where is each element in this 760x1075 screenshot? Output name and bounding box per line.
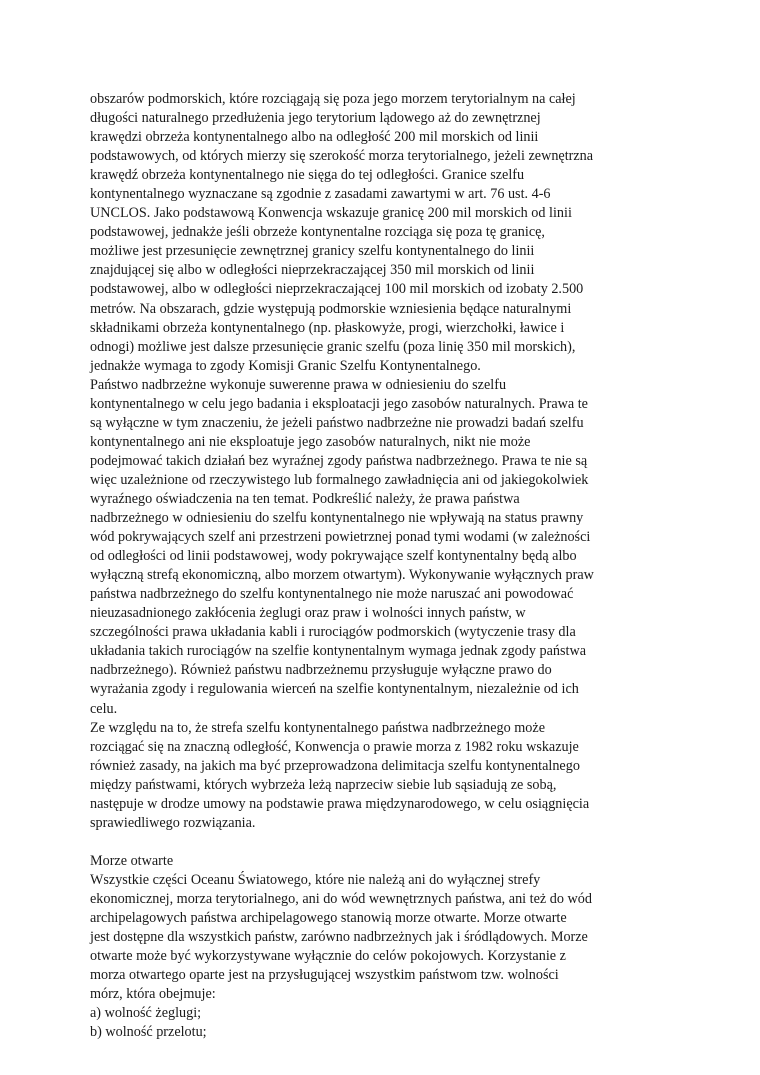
text-line: Państwo nadbrzeżne wykonuje suwerenne prawa w odniesieniu do szelfu: [90, 376, 507, 393]
text-line: od odległości od linii podstawowej, wody pokrywające szelf kontynentalny będą albo: [90, 548, 577, 565]
text-line: odnogi) możliwe jest dalsze przesunięcie granic szelfu (poza linię 350 mil morskich),: [90, 338, 576, 355]
text-line: kontynentalnego ani nie eksploatuje jego zasobów naturalnych, nikt nie może: [90, 433, 531, 450]
text-line: nieuzasadnionego zakłócenia żeglugi oraz praw i wolności innych państw, w: [90, 605, 526, 622]
document-page: [90, 90, 650, 1042]
text-line: metrów. Na obszarach, gdzie występują podmorskie wzniesienia będące naturalnymi: [90, 300, 572, 317]
text-line: celu.: [90, 700, 118, 717]
paragraph-delimitation: [90, 719, 650, 833]
text-line: nadbrzeżnego w odniesieniu do szelfu kontynentalnego nie wpływają na status prawny: [90, 510, 584, 527]
text-line: otwarte może być wykorzystywane wyłącznie do celów pokojowych. Korzystanie z: [90, 948, 566, 965]
text-line: jednakże wymaga to zgody Komisji Granic Szelfu Kontynentalnego.: [90, 357, 481, 374]
text-line: obszarów podmorskich, które rozciągają się poza jego morzem terytorialnym na całej: [90, 91, 576, 107]
text-line: są wyłączne w tym znaczeniu, że jeżeli państwo nadbrzeżne nie prowadzi badań szelfu: [90, 414, 584, 431]
section-heading: Morze otwarte: [90, 852, 174, 869]
text-line: następuje w drodze umowy na podstawie prawa międzynarodowego, w celu osiągnięcia: [90, 795, 590, 812]
text-line: archipelagowych państwa archipelagowego stanowią morze otwarte. Morze otwarte: [90, 910, 567, 927]
text-line: nadbrzeżnego). Również państwu nadbrzeżnemu przysługuje wyłączne prawo do: [90, 662, 552, 679]
text-line: podstawowych, od których mierzy się szerokość morza terytorialnego, jeżeli zewnętrzna: [90, 148, 594, 165]
text-line: państwa nadbrzeżnego do szelfu kontynentalnego nie może naruszać ani powodować: [90, 586, 574, 603]
text-line: długości naturalnego przedłużenia jego terytorium lądowego aż do zewnętrznej: [90, 110, 541, 127]
text-line: podejmować takich działań bez wyraźnej zgody państwa nadbrzeżnego. Prawa te nie są: [90, 452, 588, 469]
paragraph-continental-shelf-limits: [90, 90, 650, 376]
text-line: rozciągać się na znaczną odległość, Konwencja o prawie morza z 1982 roku wskazuje: [90, 738, 579, 755]
blank-line: [90, 833, 650, 852]
text-line: składnikami obrzeża kontynentalnego (np. płaskowyże, progi, wierzchołki, ławice i: [90, 319, 565, 336]
paragraph-high-seas: [90, 871, 650, 1004]
text-line: możliwe jest przesunięcie zewnętrznej granicy szelfu kontynentalnego do linii: [90, 243, 535, 260]
text-line: więc uzależnione od rzeczywistego lub formalnego zawładnięcia ani od jakiegokolwiek: [90, 471, 589, 488]
freedoms-list: [90, 1004, 650, 1042]
text-line: Ze względu na to, że strefa szelfu kontynentalnego państwa nadbrzeżnego może: [90, 719, 545, 736]
text-line: wyłączną strefą ekonomiczną, albo morzem otwartym). Wykonywanie wyłącznych praw: [90, 567, 594, 584]
text-line: Wszystkie części Oceanu Światowego, które nie należą ani do wyłącznej strefy: [90, 871, 541, 888]
paragraph-coastal-state-rights: [90, 376, 650, 719]
text-line: wyrażania zgody i regulowania wierceń na szelfie kontynentalnym, niezależnie od ich: [90, 681, 579, 698]
text-line: między państwami, których wybrzeża leżą naprzeciw siebie lub sąsiadują ze sobą,: [90, 776, 557, 793]
list-item: b) wolność przelotu;: [90, 1024, 207, 1041]
text-line: wód pokrywających szelf ani przestrzeni powietrznej ponad tymi wodami (w zależności: [90, 529, 591, 546]
text-line: ekonomicznej, morza terytorialnego, ani do wód wewnętrznych państwa, ani też do wód: [90, 890, 592, 907]
text-line: znajdującej się albo w odległości nieprzekraczającej 350 mil morskich od linii: [90, 262, 535, 279]
text-line: wyraźnego oświadczenia na ten temat. Podkreślić należy, że prawa państwa: [90, 490, 520, 507]
text-line: podstawowej, jednakże jeśli obrzeże kontynentalne rozciąga się poza tę granicę,: [90, 224, 545, 241]
text-line: mórz, która obejmuje:: [90, 986, 216, 1003]
text-line: układania takich rurociągów na szelfie kontynentalnym wymaga jednak zgody państwa: [90, 643, 587, 660]
text-line: również zasady, na jakich ma być przeprowadzona delimitacja szelfu kontynentalnego: [90, 757, 580, 774]
list-item: a) wolność żeglugi;: [90, 1005, 202, 1022]
text-line: podstawowej, albo w odległości nieprzekraczającej 100 mil morskich od izobaty 2.500: [90, 281, 584, 298]
text-line: szczególności prawa układania kabli i rurociągów podmorskich (wytyczenie trasy dla: [90, 624, 576, 641]
text-line: morza otwartego oparte jest na przysługującej wszystkim państwom tzw. wolności: [90, 967, 559, 984]
text-line: krawędź obrzeża kontynentalnego nie sięga do tej odległości. Granice szelfu: [90, 167, 525, 184]
text-line: kontynentalnego w celu jego badania i eksploatacji jego zasobów naturalnych. Prawa te: [90, 395, 588, 412]
text-line: UNCLOS. Jako podstawową Konwencja wskazuje granicę 200 mil morskich od linii: [90, 205, 572, 222]
text-line: krawędzi obrzeża kontynentalnego albo na odległość 200 mil morskich od linii: [90, 129, 539, 146]
text-line: jest dostępne dla wszystkich państw, zarówno nadbrzeżnych jak i śródlądowych. Morze: [90, 929, 588, 946]
text-line: sprawiedliwego rozwiązania.: [90, 814, 256, 831]
text-line: kontynentalnego wyznaczane są zgodnie z zasadami zawartymi w art. 76 ust. 4-6: [90, 186, 551, 203]
